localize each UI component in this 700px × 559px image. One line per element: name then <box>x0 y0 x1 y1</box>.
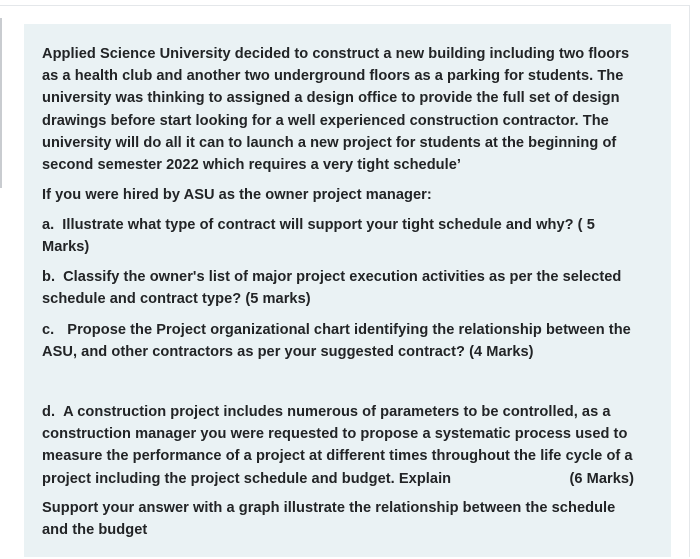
intro-line: university will do all it can to launch a new project for students at the beginning of <box>42 134 617 151</box>
question-b <box>42 266 658 310</box>
question-a <box>42 214 658 258</box>
question-line: A construction project includes numerous of parameters to be controlled, as a <box>63 404 611 420</box>
intro-line: Applied Science University decided to construct a new building including two floors <box>42 46 630 62</box>
question-c <box>42 319 658 363</box>
question-d-marks: (6 Marks) <box>569 470 634 487</box>
left-divider <box>0 18 2 188</box>
intro-paragraph <box>42 43 658 176</box>
question-line: schedule and contract type? (5 marks) <box>42 291 311 308</box>
question-line: Illustrate what type of contract will support your tight schedule and why? ( 5 <box>62 217 595 233</box>
intro-line: drawings before start looking for a well experienced construction contractor. The <box>42 112 609 129</box>
question-line: construction manager you were requested to propose a systematic process used to <box>42 426 628 443</box>
question-line: Propose the Project organizational chart identifying the relationship between the <box>67 322 631 338</box>
question-line: measure the performance of a project at different times throughout the life cycle of a <box>42 448 633 465</box>
question-line: project including the project schedule and budget. Explain <box>42 470 452 487</box>
intro-line: as a health club and another two underground floors as a parking for students. The <box>42 68 624 85</box>
prompt-text: If you were hired by ASU as the owner project manager: <box>42 187 432 203</box>
support-paragraph <box>42 497 658 541</box>
intro-line: second semester 2022 which requires a very tight schedule’ <box>42 157 461 174</box>
question-letter: a. <box>42 217 55 233</box>
question-letter: b. <box>42 269 56 285</box>
intro-line: university was thinking to assigned a design office to provide the full set of design <box>42 90 620 107</box>
question-line: Classify the owner's list of major project execution activities as per the selected <box>63 269 622 285</box>
question-line: Marks) <box>42 239 90 256</box>
question-line: ASU, and other contractors as per your suggested contract? (4 Marks) <box>42 344 534 361</box>
support-line: Support your answer with a graph illustrate the relationship between the schedule <box>42 500 616 516</box>
support-line: and the budget <box>42 522 148 539</box>
question-d <box>42 401 658 490</box>
question-letter: c. <box>42 322 55 338</box>
question-letter: d. <box>42 404 56 420</box>
